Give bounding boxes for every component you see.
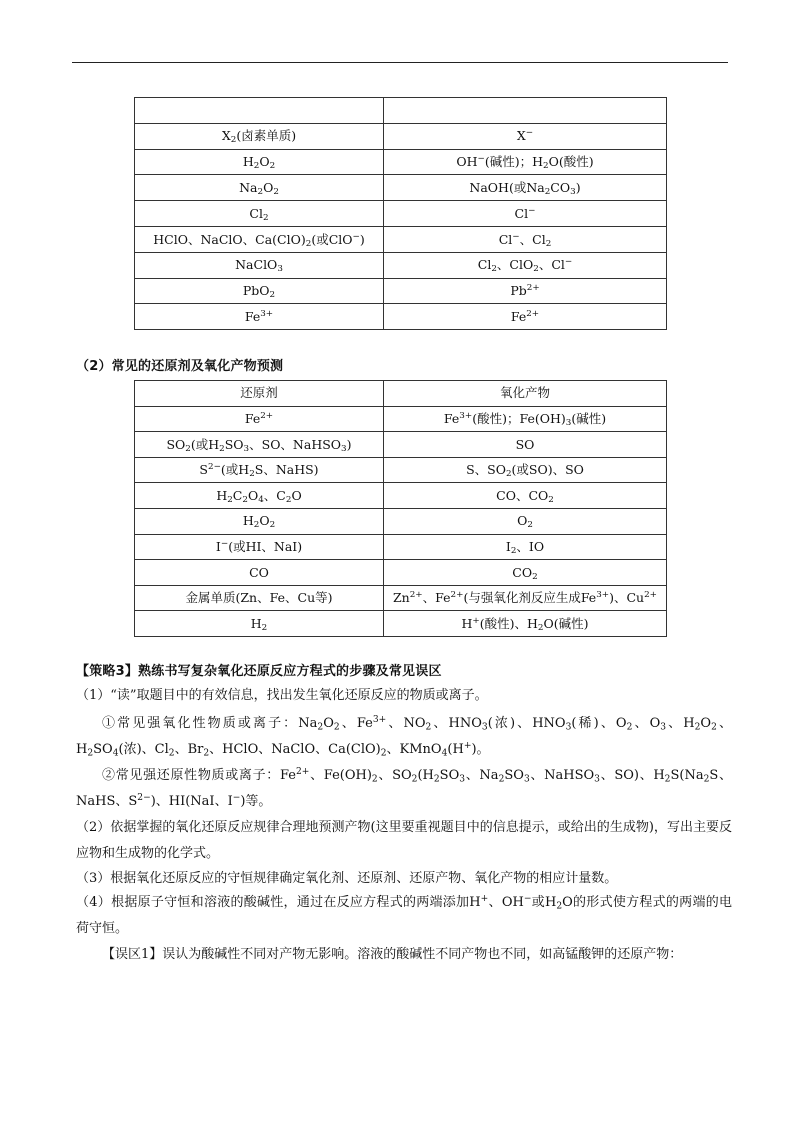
table-cell: $Zn^{2+}$、$Fe^{2+}$(与强氧化剂反应生成$Fe^{3+}$)、$Cu^{2+}$ — [384, 585, 667, 611]
table-row — [135, 432, 667, 458]
table-row — [135, 123, 667, 149]
table-row — [135, 278, 667, 304]
oxidant-product-table — [134, 97, 667, 330]
table-cell: $Fe^{2+}$ — [384, 304, 667, 330]
table-row — [135, 483, 667, 509]
reductant-table-header-cell: 还原剂 — [135, 381, 384, 407]
table-cell: $Pb^{2+}$ — [384, 278, 667, 304]
table-cell: S、$SO_2$(或SO)、SO — [384, 457, 667, 483]
table-cell: $Na_2O_2$ — [135, 175, 384, 201]
table-row — [135, 611, 667, 637]
table-row — [135, 508, 667, 534]
table-cell: $H_2C_2O_4$、$C_2O$ — [135, 483, 384, 509]
oxidant-table-header-row — [135, 98, 667, 124]
step2-paragraph: （2）依据掌握的氧化还原反应规律合理地预测产物(这里要重视题目中的信息提示，或给出的生成物)，写出主要反应物和生成物的化学式。 — [76, 820, 732, 861]
strong-reductants-paragraph: ②常见强还原性物质或离子：$Fe^{2+}$、$Fe(OH)_2$、$SO_2(H_2SO_3$、$Na_2SO_3$、NaHSO$_3$、SO)、$H_2S(Na_2S$、NaHS、$S^{2-}$)、HI(NaI、I−)等。 — [76, 767, 732, 809]
table-cell: $SO_2$(或$H_2SO_3$、SO、NaHSO$_3$) — [135, 432, 384, 458]
table-cell: $H_2O_2$ — [135, 149, 384, 175]
table-cell: $H_2$ — [135, 611, 384, 637]
table-cell: PbO$_2$ — [135, 278, 384, 304]
table-row — [135, 406, 667, 432]
table-row — [135, 534, 667, 560]
table-cell: NaOH(或$Na_2CO_3$) — [384, 175, 667, 201]
table-row — [135, 457, 667, 483]
step4-paragraph: （4）根据原子守恒和溶液的酸碱性，通过在反应方程式的两端添加H+、OH−或$H_2O$的形式使方程式的两端的电荷守恒。 — [76, 894, 732, 936]
table-cell: $S^{2-}$(或$H_2S$、NaHS) — [135, 457, 384, 483]
reductant-product-table — [134, 380, 667, 637]
table-cell: X− — [384, 123, 667, 149]
oxidant-table-header-cell — [135, 98, 384, 124]
table-row — [135, 226, 667, 252]
strong-oxidants-paragraph: ①常见强氧化性物质或离子：$Na_2O_2$、$Fe^{3+}$、$NO_2$、$HNO_3$(浓)、$HNO_3$(稀)、$O_2$、$O_3$、$H_2O_2$、$H_2SO_4$(浓)、$Cl_2$、$Br_2$、HClO、NaClO、$Ca(ClO)_2$、KMnO$_4$(H+)。 — [76, 715, 732, 759]
table-cell: SO — [384, 432, 667, 458]
table-row — [135, 252, 667, 278]
table-cell: I−(或HI、NaI) — [135, 534, 384, 560]
header-rule — [72, 62, 728, 63]
mistake1-paragraph: 【误区1】误认为酸碱性不同对产物无影响。溶液的酸碱性不同产物也不同，如高锰酸钾的还原产物： — [102, 947, 683, 962]
table-cell: Cl−、$Cl_2$ — [384, 226, 667, 252]
table-cell: $Fe^{2+}$ — [135, 406, 384, 432]
table-row — [135, 149, 667, 175]
table-cell: $CO_2$ — [384, 560, 667, 586]
table-cell: CO — [135, 560, 384, 586]
table-cell: Cl− — [384, 201, 667, 227]
table-cell: $O_2$ — [384, 508, 667, 534]
table-cell: $Fe^{3+}$ — [135, 304, 384, 330]
table-cell: HClO、NaClO、$Ca(ClO)_2$(或ClO−) — [135, 226, 384, 252]
reductant-table-header-row — [135, 381, 667, 407]
table-cell: $X_2$(卤素单质) — [135, 123, 384, 149]
table-row — [135, 560, 667, 586]
section-title-reductants: （2）常见的还原剂及氧化产物预测 — [76, 359, 284, 374]
table-cell: CO、$CO_2$ — [384, 483, 667, 509]
table-cell: $Cl_2$、ClO$_2$、Cl− — [384, 252, 667, 278]
table-cell: 金属单质(Zn、Fe、Cu等) — [135, 585, 384, 611]
oxidant-table-header-cell — [384, 98, 667, 124]
table-cell: $H_2O_2$ — [135, 508, 384, 534]
step1-paragraph: （1）“读”取题目中的有效信息，找出发生氧化还原反应的物质或离子。 — [76, 688, 488, 703]
table-cell: OH−(碱性)；$H_2O$(酸性) — [384, 149, 667, 175]
table-cell: $Fe^{3+}$(酸性)；$Fe(OH)_3$(碱性) — [384, 406, 667, 432]
table-cell: H+(酸性)、$H_2O$(碱性) — [384, 611, 667, 637]
reductant-table-header-cell: 氧化产物 — [384, 381, 667, 407]
table-row — [135, 585, 667, 611]
table-row — [135, 304, 667, 330]
table-row — [135, 201, 667, 227]
table-cell: NaClO$_3$ — [135, 252, 384, 278]
table-row — [135, 175, 667, 201]
step3-paragraph: （3）根据氧化还原反应的守恒规律确定氧化剂、还原剂、还原产物、氧化产物的相应计量数。 — [76, 871, 618, 886]
table-cell: $I_2$、IO — [384, 534, 667, 560]
table-cell: $Cl_2$ — [135, 201, 384, 227]
strategy3-heading: 【策略3】熟练书写复杂氧化还原反应方程式的步骤及常见误区 — [76, 664, 442, 679]
